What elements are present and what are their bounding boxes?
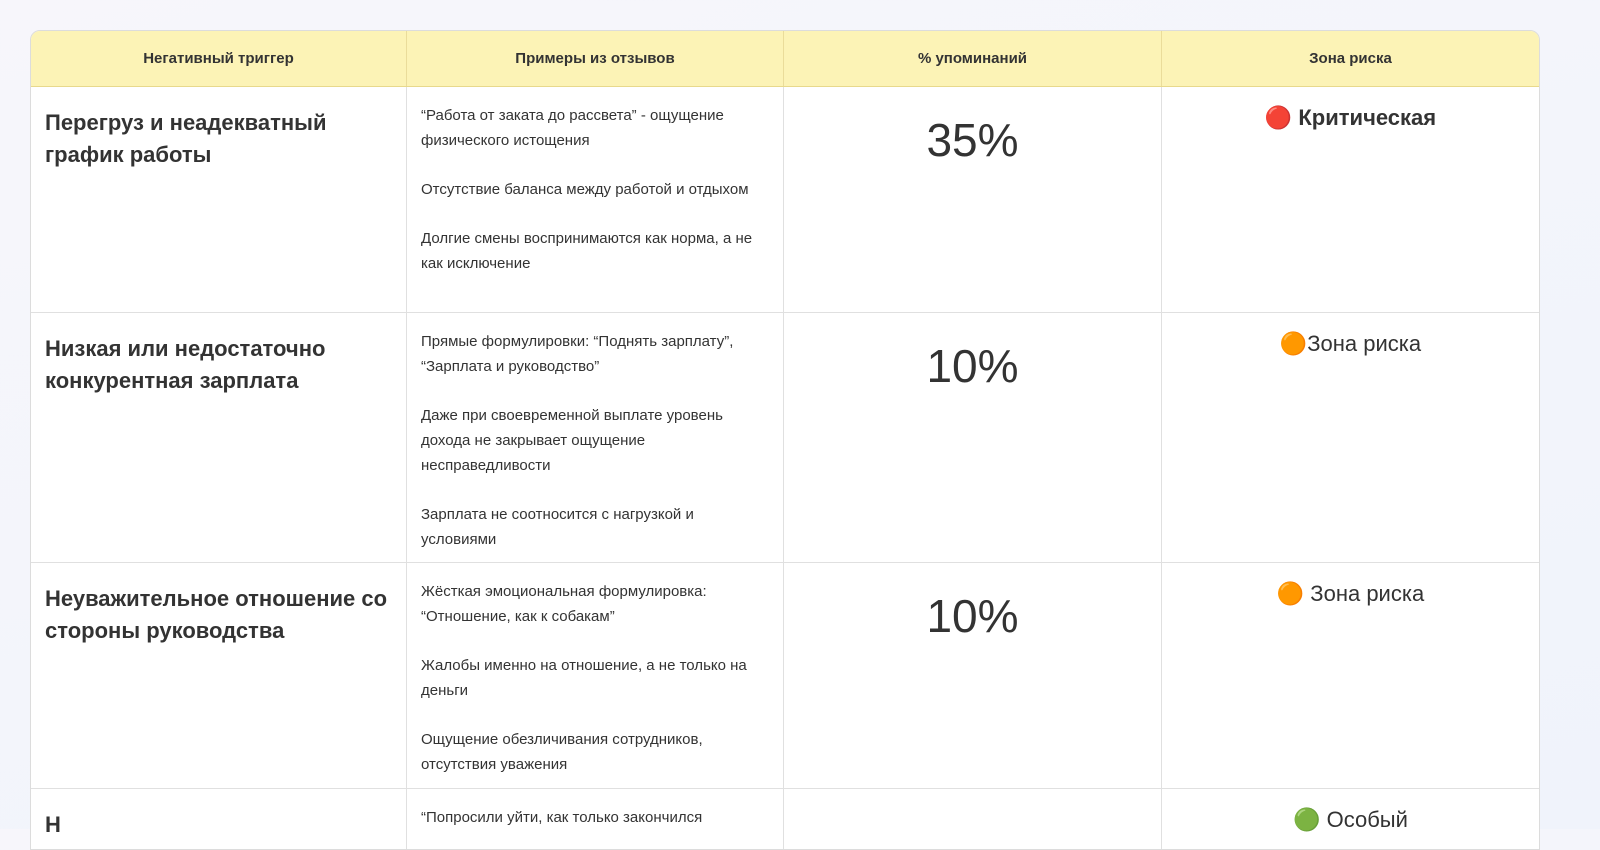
example-text: Зарплата не соотносится с нагрузкой и условиями (421, 506, 694, 548)
example-text: “Работа от заката до рассвета” - ощущение физического истощения (421, 107, 724, 149)
example-text: Отсутствие баланса между работой и отдыхом (421, 181, 749, 198)
percent-cell (784, 789, 1162, 849)
percent-cell: 10% (784, 313, 1162, 562)
header-zone: Зона риска (1309, 50, 1392, 67)
trigger-cell: Низкая или недостаточно конкурентная зарплата (31, 313, 407, 562)
example-text: Долгие смены воспринимаются как норма, а не как исключение (421, 230, 753, 272)
risk-zone-cell: 🟠Зона риска (1279, 331, 1422, 356)
percent-cell: 10% (784, 563, 1162, 788)
examples-cell (407, 563, 784, 788)
examples-cell (407, 313, 784, 562)
table-row (31, 87, 1539, 313)
example-text: “Попросили уйти, как только закончился (421, 809, 703, 826)
example-text: Ощущение обезличивания сотрудников, отсутствия уважения (421, 731, 703, 773)
table-row (31, 789, 1539, 849)
example-text: Жалобы именно на отношение, а не только на деньги (421, 657, 747, 699)
examples-cell (407, 87, 784, 312)
example-text: Прямые формулировки: “Поднять зарплату”, “Зарплата и руководство” (421, 333, 734, 375)
trigger-cell: Н (31, 789, 407, 849)
header-examples: Примеры из отзывов (407, 31, 784, 86)
table-row (31, 313, 1539, 563)
header-trigger: Негативный триггер (31, 31, 407, 86)
trigger-cell: Неуважительное отношение со стороны руководства (31, 563, 407, 788)
header-percent: % упоминаний (784, 31, 1162, 86)
risk-zone-cell: 🟢 Особый (1293, 807, 1408, 832)
risk-zone-cell: 🟠 Зона риска (1276, 581, 1425, 606)
trigger-cell: Перегруз и неадекватный график работы (31, 87, 407, 312)
example-text: Жёсткая эмоциональная формулировка: “Отношение, как к собакам” (421, 583, 707, 625)
risk-zone-cell: 🔴 Критическая (1264, 105, 1437, 130)
table-header (31, 31, 1539, 87)
triggers-table (30, 30, 1540, 850)
examples-cell (407, 789, 784, 849)
percent-cell: 35% (784, 87, 1162, 312)
table-row (31, 563, 1539, 789)
example-text: Даже при своевременной выплате уровень дохода не закрывает ощущение несправедливости (421, 407, 723, 474)
